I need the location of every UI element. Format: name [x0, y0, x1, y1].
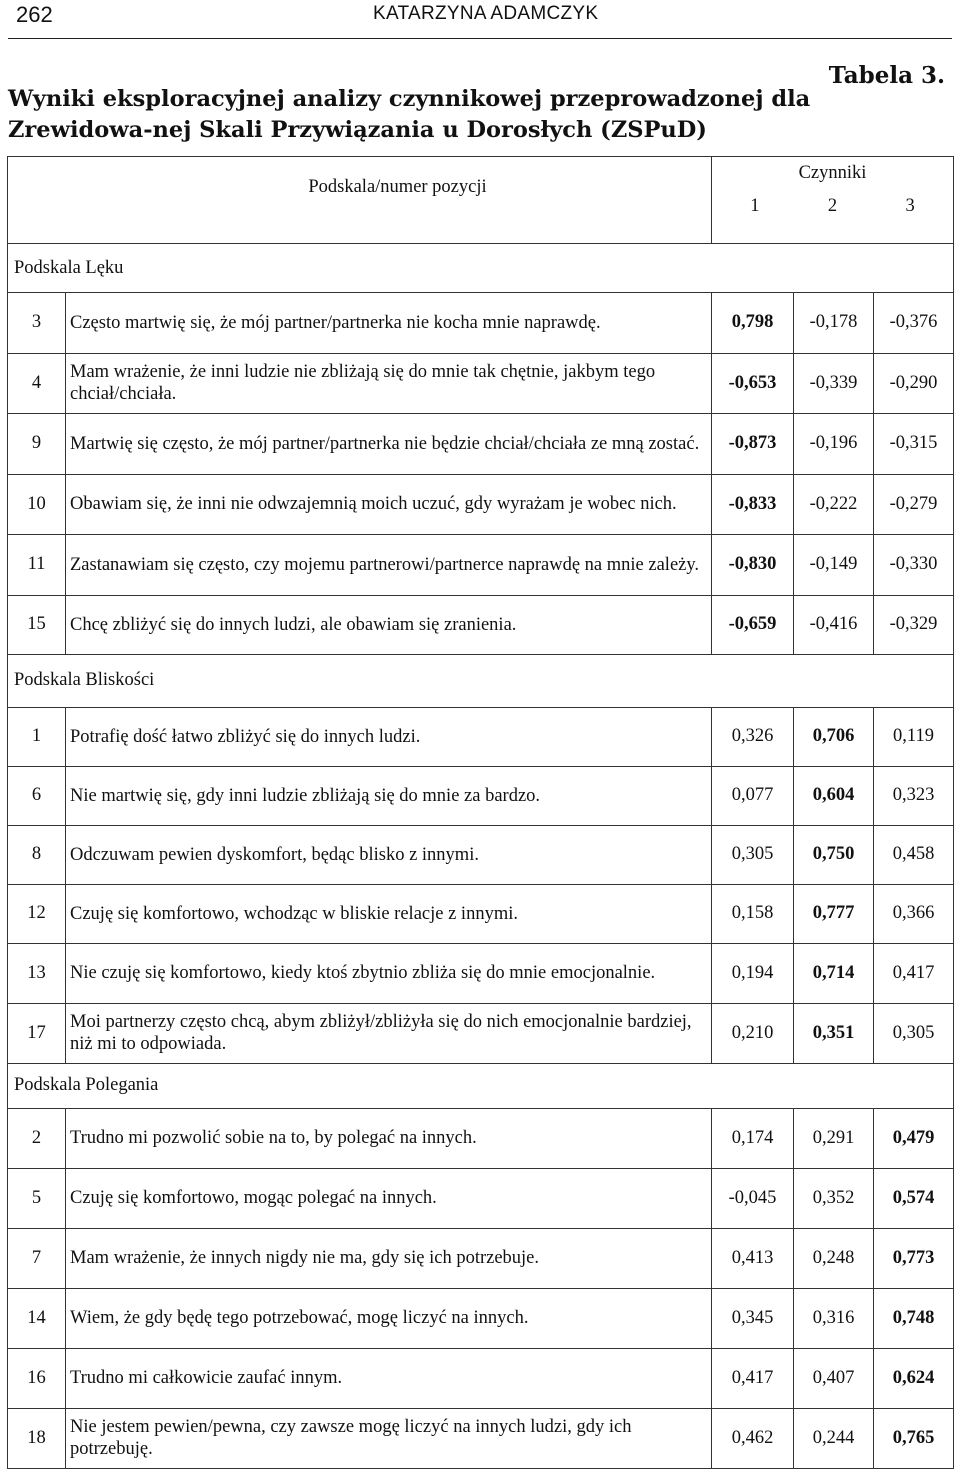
item-text: Wiem, że gdy będę tego potrzebować, mogę liczyć na innych.	[66, 1288, 712, 1348]
loading-factor-1: 0,798	[712, 293, 794, 354]
factor-3-header: 3	[905, 196, 915, 216]
loading-factor-1: 0,413	[712, 1228, 794, 1288]
loading-factor-2: 0,777	[794, 884, 874, 943]
table-row	[8, 707, 954, 766]
item-number: 14	[8, 1288, 66, 1348]
loading-factor-3: -0,329	[874, 595, 954, 654]
item-number: 5	[8, 1168, 66, 1228]
loading-factor-1: -0,873	[712, 414, 794, 475]
item-number: 18	[8, 1408, 66, 1468]
factors-header-cell	[712, 157, 954, 244]
section-row	[8, 1063, 954, 1108]
loading-factor-2: 0,316	[794, 1288, 874, 1348]
factor-1-header: 1	[750, 196, 760, 216]
table-row	[8, 293, 954, 354]
item-text: Trudno mi pozwolić sobie na to, by polegać na innych.	[66, 1108, 712, 1168]
loading-factor-2: 0,352	[794, 1168, 874, 1228]
item-number: 7	[8, 1228, 66, 1288]
loading-factor-3: -0,330	[874, 535, 954, 596]
factor-2-header: 2	[827, 196, 838, 216]
item-text: Nie martwię się, gdy inni ludzie zbliżają się do mnie za bardzo.	[66, 766, 712, 825]
loading-factor-1: 0,174	[712, 1108, 794, 1168]
table-row	[8, 535, 954, 596]
table-title: Wyniki eksploracyjnej analizy czynnikowej przeprowadzonej dla Zrewidowa-nej Skali Przywiązania u Dorosłych (ZSPuD)	[8, 86, 811, 143]
table-row	[8, 1348, 954, 1408]
table-row	[8, 595, 954, 654]
table-row	[8, 474, 954, 535]
loading-factor-3: -0,290	[874, 353, 954, 414]
loading-factor-3: 0,748	[874, 1288, 954, 1348]
item-text: Chcę zbliżyć się do innych ludzi, ale obawiam się zranienia.	[66, 595, 712, 654]
loading-factor-1: -0,830	[712, 535, 794, 596]
table-row	[8, 1003, 954, 1063]
table-row	[8, 1108, 954, 1168]
page-header	[8, 0, 952, 39]
loading-factor-1: 0,210	[712, 1003, 794, 1063]
item-number: 4	[8, 353, 66, 414]
item-text: Zastanawiam się często, czy mojemu partnerowi/partnerce naprawdę na mnie zależy.	[66, 535, 712, 596]
loading-factor-3: 0,366	[874, 884, 954, 943]
table-row	[8, 1168, 954, 1228]
loading-factor-2: 0,248	[794, 1228, 874, 1288]
loading-factor-3: 0,417	[874, 943, 954, 1003]
item-number: 10	[8, 474, 66, 535]
section-heading: Podskala Lęku	[8, 244, 954, 293]
item-number: 9	[8, 414, 66, 475]
loading-factor-1: 0,326	[712, 707, 794, 766]
item-text: Moi partnerzy często chcą, abym zbliżył/zbliżyła się do nich emocjonalnie bardziej, niż mi to odpowiada.	[66, 1003, 712, 1063]
loading-factor-2: -0,416	[794, 595, 874, 654]
loading-factor-3: 0,574	[874, 1168, 954, 1228]
item-text: Nie jestem pewien/pewna, czy zawsze mogę liczyć na innych ludzi, gdy ich potrzebuję.	[66, 1408, 712, 1468]
section-heading: Podskala Polegania	[8, 1063, 954, 1108]
loading-factor-1: 0,462	[712, 1408, 794, 1468]
loading-factor-1: -0,659	[712, 595, 794, 654]
loading-factor-3: 0,479	[874, 1108, 954, 1168]
loading-factor-2: 0,706	[794, 707, 874, 766]
loading-factor-1: 0,194	[712, 943, 794, 1003]
loading-factor-2: 0,714	[794, 943, 874, 1003]
column-header-factors: Czynniki	[798, 163, 867, 183]
loading-factor-1: -0,833	[712, 474, 794, 535]
loading-factor-1: 0,158	[712, 884, 794, 943]
loading-factor-2: -0,196	[794, 414, 874, 475]
loading-factor-3: -0,376	[874, 293, 954, 354]
loading-factor-1: -0,653	[712, 353, 794, 414]
table-row	[8, 825, 954, 884]
section-row	[8, 244, 954, 293]
item-number: 3	[8, 293, 66, 354]
loading-factor-3: 0,119	[874, 707, 954, 766]
loading-factor-3: 0,624	[874, 1348, 954, 1408]
loading-factor-1: 0,077	[712, 766, 794, 825]
loading-factor-3: 0,773	[874, 1228, 954, 1288]
table-row	[8, 884, 954, 943]
loading-factor-3: -0,279	[874, 474, 954, 535]
item-text: Trudno mi całkowicie zaufać innym.	[66, 1348, 712, 1408]
item-number: 2	[8, 1108, 66, 1168]
loading-factor-3: 0,323	[874, 766, 954, 825]
table-row	[8, 1288, 954, 1348]
loading-factor-2: -0,339	[794, 353, 874, 414]
loading-factor-1: 0,305	[712, 825, 794, 884]
loading-factor-3: 0,305	[874, 1003, 954, 1063]
item-text: Martwię się często, że mój partner/partnerka nie będzie chciał/chciała ze mną zostać.	[66, 414, 712, 475]
item-text: Mam wrażenie, że innych nigdy nie ma, gdy się ich potrzebuje.	[66, 1228, 712, 1288]
loading-factor-3: 0,458	[874, 825, 954, 884]
item-text: Nie czuję się komfortowo, kiedy ktoś zbytnio zbliża się do mnie emocjonalnie.	[66, 943, 712, 1003]
table-label: Tabela 3.	[828, 62, 945, 89]
column-header-subscale-item: Podskala/numer pozycji	[8, 157, 712, 244]
loading-factor-2: -0,222	[794, 474, 874, 535]
table-row	[8, 766, 954, 825]
item-text: Potrafię dość łatwo zbliżyć się do innych ludzi.	[66, 707, 712, 766]
loading-factor-2: 0,750	[794, 825, 874, 884]
table-row	[8, 1228, 954, 1288]
loading-factor-3: 0,765	[874, 1408, 954, 1468]
factor-numbers	[716, 196, 949, 217]
item-text: Czuję się komfortowo, mogąc polegać na innych.	[66, 1168, 712, 1228]
table-row	[8, 1408, 954, 1468]
table-row	[8, 943, 954, 1003]
item-number: 13	[8, 943, 66, 1003]
table-row	[8, 414, 954, 475]
item-number: 8	[8, 825, 66, 884]
section-heading: Podskala Bliskości	[8, 654, 954, 707]
loading-factor-2: 0,351	[794, 1003, 874, 1063]
factor-table	[7, 156, 954, 1469]
item-number: 16	[8, 1348, 66, 1408]
loading-factor-1: 0,345	[712, 1288, 794, 1348]
item-text: Czuję się komfortowo, wchodząc w bliskie relacje z innymi.	[66, 884, 712, 943]
item-text: Odczuwam pewien dyskomfort, będąc blisko z innymi.	[66, 825, 712, 884]
item-number: 12	[8, 884, 66, 943]
page-number: 262	[16, 2, 53, 27]
loading-factor-2: 0,244	[794, 1408, 874, 1468]
loading-factor-1: 0,417	[712, 1348, 794, 1408]
item-text: Często martwię się, że mój partner/partnerka nie kocha mnie naprawdę.	[66, 293, 712, 354]
loading-factor-2: -0,178	[794, 293, 874, 354]
item-number: 1	[8, 707, 66, 766]
loading-factor-2: 0,407	[794, 1348, 874, 1408]
loading-factor-2: 0,291	[794, 1108, 874, 1168]
loading-factor-2: 0,604	[794, 766, 874, 825]
item-number: 6	[8, 766, 66, 825]
loading-factor-2: -0,149	[794, 535, 874, 596]
item-number: 17	[8, 1003, 66, 1063]
loading-factor-3: -0,315	[874, 414, 954, 475]
section-row	[8, 654, 954, 707]
loading-factor-1: -0,045	[712, 1168, 794, 1228]
running-head: KATARZYNA ADAMCZYK	[373, 3, 599, 24]
item-text: Obawiam się, że inni nie odwzajemnią moich uczuć, gdy wyrażam je wobec nich.	[66, 474, 712, 535]
item-text: Mam wrażenie, że inni ludzie nie zbliżają się do mnie tak chętnie, jakbym tego chciał/chciała.	[66, 353, 712, 414]
item-number: 11	[8, 535, 66, 596]
item-number: 15	[8, 595, 66, 654]
table-row	[8, 353, 954, 414]
